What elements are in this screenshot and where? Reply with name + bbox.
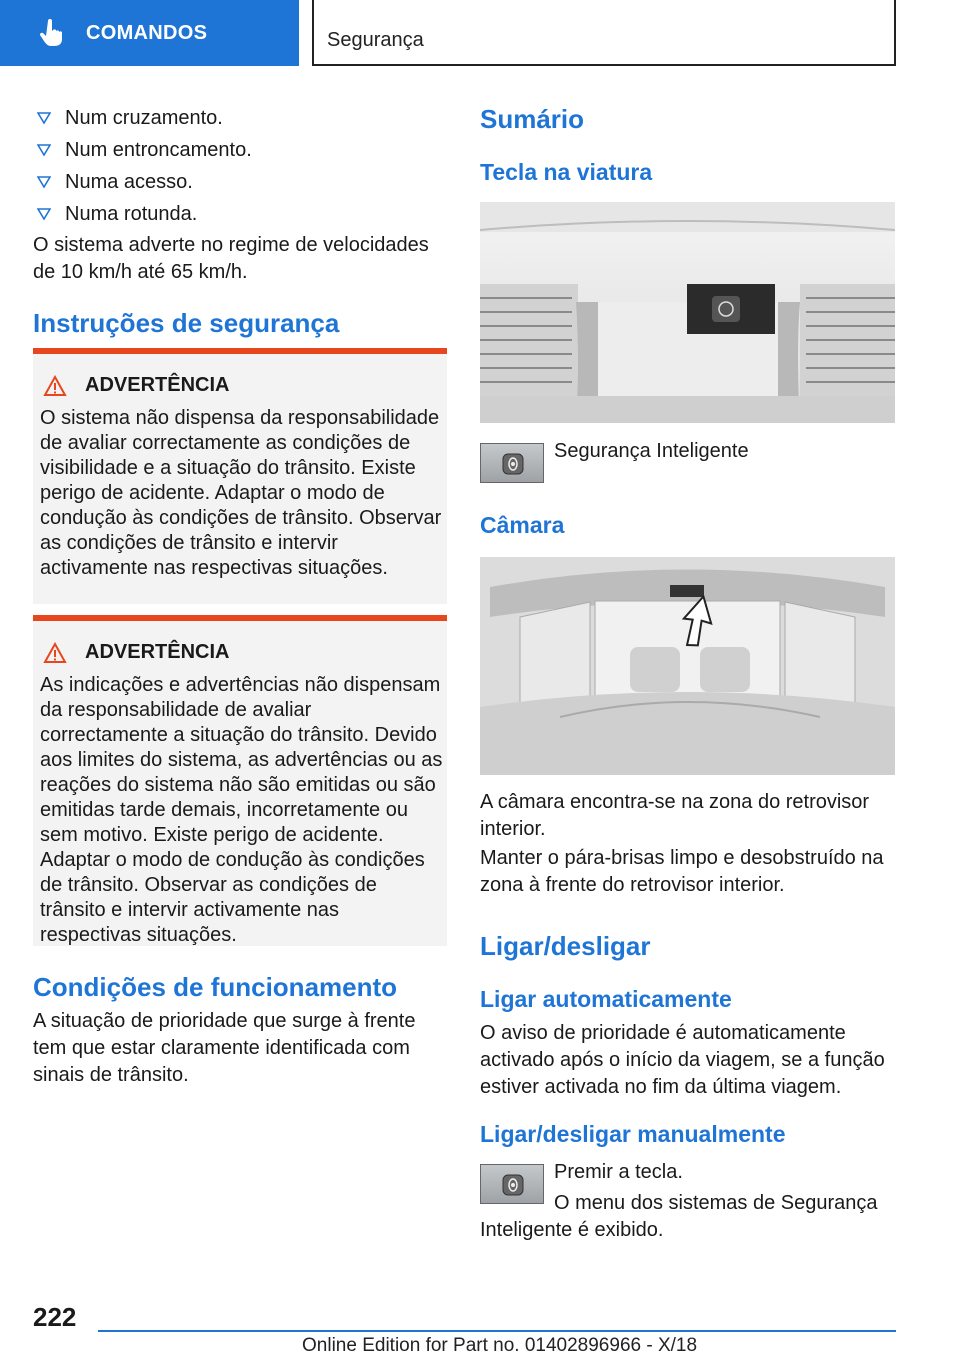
camera-heading: Câmara — [480, 512, 565, 538]
triangle-bullet-icon — [37, 111, 51, 125]
conditions-text: A situação de prioridade que surge à frente tem que estar claramente identificada com sinais de trânsito. — [33, 1010, 416, 1086]
manual-step-2: O menu dos sistemas de Segurança Inteligente é exibido. — [480, 1192, 878, 1241]
auto-heading: Ligar automaticamente — [480, 986, 732, 1012]
button-heading: Tecla na viatura — [480, 159, 653, 185]
list-item — [33, 170, 193, 194]
edition-text: Online Edition for Part no. 01402896966 - X/18 — [302, 1335, 698, 1356]
warning-body: O sistema não dispensa da responsabilidade de avaliar correctamente as condições de visibilidade e a situação do trânsito. Existe perigo de acidente. Adaptar o modo de condução às condições de trânsito. Observar as condições de trânsito e intervir activamente nas respectivas situações. — [40, 407, 442, 579]
conditions-heading: Condições de funcionamento — [33, 972, 398, 1002]
section-title: COMANDOS — [86, 21, 208, 44]
speed-text: O sistema adverte no regime de velocidades de 10 km/h até 65 km/h. — [33, 234, 429, 283]
triangle-bullet-icon — [37, 175, 51, 189]
warning-box — [33, 348, 447, 604]
triangle-bullet-icon — [37, 207, 51, 221]
warning-title: ADVERTÊNCIA — [43, 641, 229, 664]
camera-photo — [480, 557, 895, 775]
car-interior-illustration — [480, 557, 895, 775]
list-item-text: Numa acesso. — [65, 171, 193, 193]
list-item — [33, 106, 223, 130]
camera-clean-text: Manter o pára-brisas limpo e desobstruído na zona à frente do retrovisor interior. — [480, 847, 884, 896]
dashboard-illustration — [480, 202, 895, 423]
page-number: 222 — [33, 1302, 77, 1332]
warning-triangle-icon — [43, 642, 67, 664]
button-caption: Segurança Inteligente — [554, 440, 749, 462]
manual-heading: Ligar/desligar manualmente — [480, 1121, 786, 1147]
list-item-text: Num entroncamento. — [65, 139, 252, 161]
list-item-text: Num cruzamento. — [65, 107, 223, 129]
onoff-heading: Ligar/desligar — [480, 931, 651, 961]
hand-pointer-icon — [38, 18, 68, 48]
summary-heading: Sumário — [480, 104, 585, 134]
warning-body: As indicações e advertências não dispensam da responsabilidade de avaliar correctamente a situação do trânsito. Devido aos limites do sistema, as advertências ou as reações do sistema não são emitidas ou são emitidas tarde demais, incorretamente ou sem motivo. Existe perigo de acidente. Adaptar o modo de condução às condições de trânsito. Observar as condições de trânsito e intervir activamente nas respectivas situações. — [40, 674, 443, 946]
camera-location-text: A câmara encontra-se na zona do retrovisor interior. — [480, 791, 870, 840]
list-item-text: Numa rotunda. — [65, 203, 198, 225]
manual-step-1: Premir a tecla. — [554, 1161, 683, 1183]
section-tab[interactable] — [0, 0, 299, 66]
chapter-header — [312, 0, 896, 66]
auto-text: O aviso de prioridade é automaticamente activado após o início da viagem, se a função estiver activada no fim da última viagem. — [480, 1022, 885, 1098]
list-item — [33, 138, 252, 162]
warning-triangle-icon — [43, 375, 67, 397]
footer-divider — [98, 1330, 896, 1332]
triangle-bullet-icon — [37, 143, 51, 157]
chapter-title: Segurança — [327, 29, 424, 51]
dashboard-photo — [480, 202, 895, 423]
intelligent-safety-button-icon — [480, 443, 544, 483]
warning-box — [33, 615, 447, 946]
list-item — [33, 202, 197, 226]
warning-title: ADVERTÊNCIA — [43, 374, 229, 397]
safety-heading: Instruções de segurança — [33, 308, 340, 338]
